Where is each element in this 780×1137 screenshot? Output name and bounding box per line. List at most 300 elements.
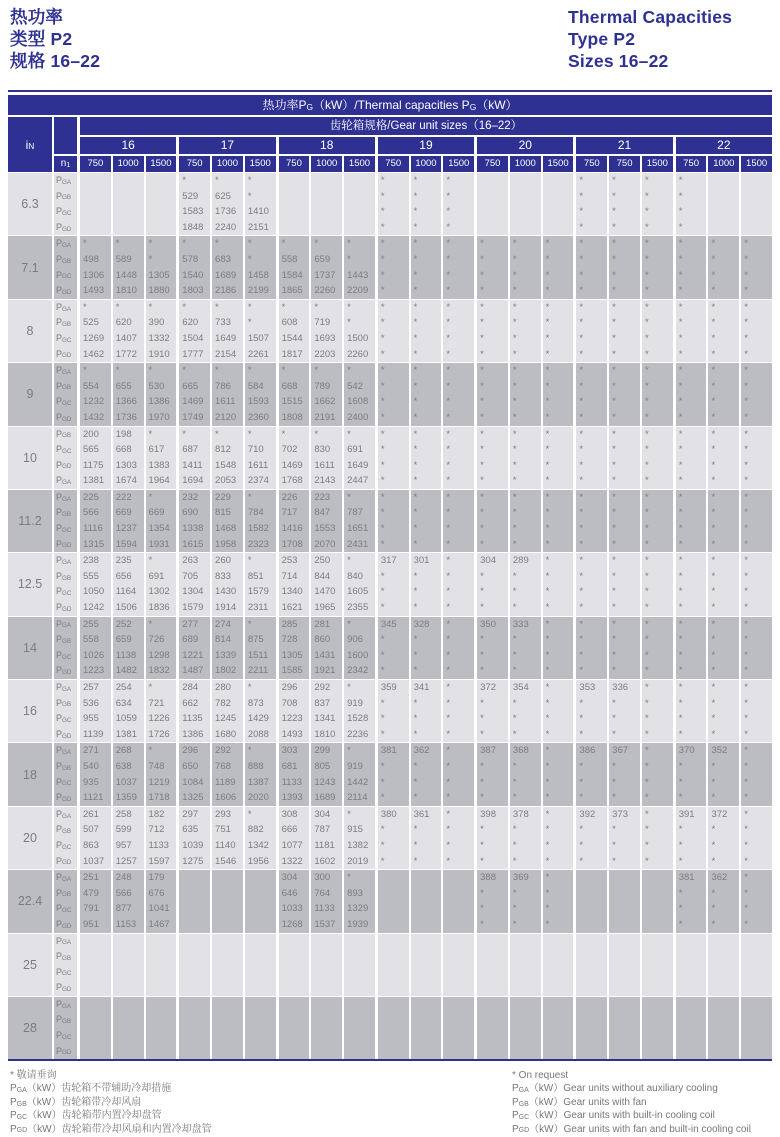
value-cell: * <box>676 854 707 870</box>
value-cell: 620 <box>179 315 210 331</box>
table-row <box>54 252 772 268</box>
value-cell: * <box>708 727 739 743</box>
value-cell: * <box>676 790 707 806</box>
value-cell: 1084 <box>179 775 210 791</box>
value-cell: 1553 <box>311 521 342 537</box>
value-cell <box>576 1012 607 1028</box>
value-cell: 683 <box>212 252 243 268</box>
value-cell <box>543 173 574 189</box>
value-cell <box>411 901 442 917</box>
value-cell: * <box>510 537 541 553</box>
value-cell: * <box>443 347 474 363</box>
value-cell <box>146 934 177 950</box>
value-cell: 1305 <box>146 268 177 284</box>
value-cell <box>378 917 409 933</box>
value-cell: * <box>609 584 640 600</box>
value-cell: 1232 <box>80 394 111 410</box>
value-cell: 1458 <box>245 268 276 284</box>
value-cell: 691 <box>146 569 177 585</box>
speed-header-16-750: 750 <box>80 156 111 172</box>
value-cell <box>477 980 508 996</box>
value-cell: 1662 <box>311 394 342 410</box>
table-row <box>54 521 772 537</box>
value-cell: * <box>576 300 607 316</box>
value-cell: * <box>378 220 409 236</box>
page-title-zh <box>10 6 100 72</box>
value-cell: 1939 <box>344 917 375 933</box>
value-cell: * <box>510 427 541 443</box>
value-cell: * <box>576 473 607 489</box>
value-cell: 1133 <box>311 901 342 917</box>
value-cell: 599 <box>113 822 144 838</box>
value-cell: * <box>708 617 739 633</box>
value-cell: 1116 <box>80 521 111 537</box>
value-cell: * <box>609 537 640 553</box>
row-label: PGA <box>54 934 77 950</box>
value-cell: * <box>477 584 508 600</box>
value-cell: * <box>741 838 772 854</box>
value-cell: 1649 <box>212 331 243 347</box>
value-cell <box>113 997 144 1013</box>
value-cell <box>179 886 210 902</box>
value-cell: * <box>741 347 772 363</box>
value-cell: 1245 <box>212 711 243 727</box>
value-cell: 263 <box>179 553 210 569</box>
value-cell: * <box>477 283 508 299</box>
value-cell: * <box>477 521 508 537</box>
value-cell <box>443 997 474 1013</box>
value-cell: 1381 <box>113 727 144 743</box>
value-cell: * <box>642 300 673 316</box>
value-cell <box>80 189 111 205</box>
value-cell: 1442 <box>344 775 375 791</box>
value-cell: 301 <box>411 553 442 569</box>
value-cell: 1606 <box>212 790 243 806</box>
value-cell: * <box>676 775 707 791</box>
value-cell: * <box>708 759 739 775</box>
value-cell: 833 <box>212 569 243 585</box>
value-cell <box>477 934 508 950</box>
value-cell: 681 <box>279 759 310 775</box>
value-cell: * <box>411 521 442 537</box>
col-header-n1: n1 <box>54 156 77 172</box>
size-header-20: 20 <box>477 137 573 154</box>
row-label: PGC <box>54 901 77 917</box>
value-cell <box>543 949 574 965</box>
value-cell: * <box>708 854 739 870</box>
value-cell: * <box>378 759 409 775</box>
thermal-capacities-table <box>8 95 772 1061</box>
value-cell: 1237 <box>113 521 144 537</box>
value-cell: 284 <box>179 680 210 696</box>
value-cell: * <box>676 252 707 268</box>
value-cell: * <box>443 189 474 205</box>
value-cell: * <box>576 204 607 220</box>
value-cell: 2114 <box>344 790 375 806</box>
value-cell: * <box>411 315 442 331</box>
value-cell: 1443 <box>344 268 375 284</box>
value-cell: * <box>676 521 707 537</box>
value-cell: * <box>676 394 707 410</box>
value-cell: 1303 <box>113 458 144 474</box>
value-cell: * <box>411 505 442 521</box>
value-cell: 1718 <box>146 790 177 806</box>
value-cell: * <box>510 283 541 299</box>
value-cell: 1736 <box>212 204 243 220</box>
ratio-value: 12.5 <box>8 553 52 615</box>
value-cell <box>113 1012 144 1028</box>
value-cell: 1817 <box>279 347 310 363</box>
value-cell: * <box>378 521 409 537</box>
value-cell: 299 <box>311 743 342 759</box>
value-cell: * <box>741 553 772 569</box>
footnote-pga-zh: PGA（kW）齿轮箱不带辅助冷却措施 <box>10 1083 172 1095</box>
value-cell <box>411 1012 442 1028</box>
value-cell <box>708 949 739 965</box>
value-cell: 1528 <box>344 711 375 727</box>
value-cell: * <box>642 790 673 806</box>
value-cell: 1544 <box>279 331 310 347</box>
value-cell <box>378 997 409 1013</box>
value-cell: 529 <box>179 189 210 205</box>
value-cell <box>80 1012 111 1028</box>
value-cell: * <box>543 347 574 363</box>
row-label: PGD <box>54 410 77 426</box>
value-cell: * <box>676 427 707 443</box>
value-cell <box>543 997 574 1013</box>
value-cell: 2070 <box>311 537 342 553</box>
value-cell: 255 <box>80 617 111 633</box>
value-cell: * <box>378 648 409 664</box>
value-cell: * <box>212 236 243 252</box>
value-cell <box>279 980 310 996</box>
value-cell: * <box>510 727 541 743</box>
speed-header-20-750: 750 <box>477 156 508 172</box>
value-cell <box>411 917 442 933</box>
value-cell: 372 <box>708 807 739 823</box>
value-cell: * <box>609 553 640 569</box>
table-row <box>54 696 772 712</box>
row-label: PGD <box>54 220 77 236</box>
value-cell: 1615 <box>179 537 210 553</box>
value-cell: * <box>378 584 409 600</box>
table-row <box>54 663 772 679</box>
value-cell <box>344 997 375 1013</box>
footnotes-zh <box>10 1070 212 1137</box>
value-cell: 791 <box>80 901 111 917</box>
value-cell: * <box>609 632 640 648</box>
footnote-star-en: * On request <box>512 1070 569 1081</box>
value-cell: * <box>609 347 640 363</box>
value-cell <box>576 949 607 965</box>
value-cell: 251 <box>80 870 111 886</box>
value-cell: 1579 <box>245 584 276 600</box>
value-cell: * <box>477 505 508 521</box>
size-header-18: 18 <box>279 137 375 154</box>
value-cell <box>642 980 673 996</box>
value-cell: 261 <box>80 807 111 823</box>
value-cell: * <box>477 727 508 743</box>
value-cell <box>609 1012 640 1028</box>
value-cell: * <box>477 600 508 616</box>
value-cell: * <box>510 331 541 347</box>
value-cell: 805 <box>311 759 342 775</box>
value-cell: * <box>411 394 442 410</box>
row-label: PGD <box>54 854 77 870</box>
value-cell: * <box>212 427 243 443</box>
table-row <box>54 553 772 569</box>
value-cell: * <box>642 711 673 727</box>
table-row <box>54 886 772 902</box>
value-cell: * <box>443 680 474 696</box>
value-cell: * <box>510 458 541 474</box>
value-cell: * <box>543 300 574 316</box>
value-cell: * <box>245 743 276 759</box>
row-label: PGC <box>54 838 77 854</box>
value-cell: 253 <box>279 553 310 569</box>
table-row <box>54 711 772 727</box>
table-caption: 热功率PG（kW）/Thermal capacities PG（kW） <box>8 95 772 115</box>
value-cell: 2311 <box>245 600 276 616</box>
value-cell: 2323 <box>245 537 276 553</box>
value-cell <box>146 1044 177 1060</box>
value-cell <box>443 870 474 886</box>
value-cell: 1223 <box>279 711 310 727</box>
block-rows <box>54 870 772 932</box>
value-cell <box>609 886 640 902</box>
value-cell <box>344 189 375 205</box>
value-cell: * <box>708 711 739 727</box>
value-cell <box>212 870 243 886</box>
value-cell: 1386 <box>146 394 177 410</box>
value-cell: 1269 <box>80 331 111 347</box>
value-cell: 1342 <box>245 838 276 854</box>
value-cell <box>311 949 342 965</box>
value-cell: 1482 <box>113 663 144 679</box>
value-cell: * <box>576 790 607 806</box>
value-cell: 388 <box>477 870 508 886</box>
value-cell: * <box>279 300 310 316</box>
value-cell <box>113 965 144 981</box>
value-cell: * <box>609 648 640 664</box>
value-cell: 669 <box>146 505 177 521</box>
value-cell: 1041 <box>146 901 177 917</box>
value-cell: * <box>443 173 474 189</box>
table-row <box>54 427 772 443</box>
value-cell <box>311 980 342 996</box>
value-cell: * <box>741 600 772 616</box>
value-cell <box>543 220 574 236</box>
value-cell: * <box>708 648 739 664</box>
value-cell: * <box>378 537 409 553</box>
value-cell: 1914 <box>212 600 243 616</box>
value-cell: * <box>245 189 276 205</box>
value-cell: * <box>676 268 707 284</box>
value-cell: 1338 <box>179 521 210 537</box>
value-cell: * <box>741 822 772 838</box>
value-cell <box>708 1012 739 1028</box>
value-cell: 656 <box>113 569 144 585</box>
value-cell: 1956 <box>245 854 276 870</box>
table-row <box>54 934 772 950</box>
value-cell <box>146 1028 177 1044</box>
value-cell: * <box>609 822 640 838</box>
value-cell: * <box>642 838 673 854</box>
value-cell: * <box>411 727 442 743</box>
value-cell: 733 <box>212 315 243 331</box>
value-cell: * <box>245 807 276 823</box>
value-cell: * <box>411 632 442 648</box>
value-cell <box>344 173 375 189</box>
table-row <box>54 980 772 996</box>
value-cell <box>443 917 474 933</box>
value-cell <box>543 204 574 220</box>
value-cell <box>245 870 276 886</box>
value-cell: 1680 <box>212 727 243 743</box>
value-cell <box>311 1044 342 1060</box>
value-cell: * <box>708 442 739 458</box>
value-cell: * <box>411 759 442 775</box>
value-cell: 2088 <box>245 727 276 743</box>
value-cell <box>311 1012 342 1028</box>
value-cell: 566 <box>113 886 144 902</box>
value-cell: * <box>510 584 541 600</box>
value-cell: 1726 <box>146 727 177 743</box>
value-cell <box>443 934 474 950</box>
value-cell <box>676 934 707 950</box>
value-cell: 1649 <box>344 458 375 474</box>
size-header-16: 16 <box>80 137 176 154</box>
value-cell <box>609 917 640 933</box>
value-cell: * <box>609 220 640 236</box>
value-cell: 1354 <box>146 521 177 537</box>
value-cell <box>113 980 144 996</box>
value-cell: 252 <box>113 617 144 633</box>
value-cell: * <box>443 458 474 474</box>
value-cell: 687 <box>179 442 210 458</box>
row-label: PGA <box>54 300 77 316</box>
row-label: PGA <box>54 807 77 823</box>
value-cell: * <box>411 173 442 189</box>
value-cell <box>477 1012 508 1028</box>
speed-header-row <box>80 156 772 172</box>
value-cell: * <box>676 838 707 854</box>
value-cell: * <box>510 268 541 284</box>
value-cell: * <box>642 173 673 189</box>
value-cell: * <box>741 505 772 521</box>
value-cell: * <box>708 680 739 696</box>
value-cell: * <box>576 711 607 727</box>
value-cell: * <box>543 584 574 600</box>
table-row <box>54 204 772 220</box>
value-cell: 1302 <box>146 584 177 600</box>
value-cell <box>443 886 474 902</box>
value-cell: * <box>378 600 409 616</box>
value-cell <box>179 870 210 886</box>
value-cell <box>443 1028 474 1044</box>
value-cell: * <box>708 521 739 537</box>
value-cell: * <box>443 394 474 410</box>
value-cell: * <box>179 236 210 252</box>
value-cell <box>609 965 640 981</box>
value-cell: 2154 <box>212 347 243 363</box>
value-cell: * <box>676 204 707 220</box>
value-cell: * <box>344 252 375 268</box>
value-cell: 222 <box>113 490 144 506</box>
value-cell <box>609 997 640 1013</box>
value-cell: * <box>609 173 640 189</box>
value-cell: 367 <box>609 743 640 759</box>
value-cell: * <box>80 300 111 316</box>
value-cell: * <box>642 363 673 379</box>
value-cell <box>510 949 541 965</box>
value-cell <box>741 189 772 205</box>
value-cell: * <box>113 236 144 252</box>
value-cell <box>510 1044 541 1060</box>
title-zh-line-1: 热功率 <box>10 7 64 27</box>
value-cell: 540 <box>80 759 111 775</box>
value-cell <box>146 949 177 965</box>
value-cell: 542 <box>344 379 375 395</box>
ratio-block-11.2 <box>8 489 772 552</box>
value-cell: * <box>676 886 707 902</box>
value-cell <box>510 189 541 205</box>
value-cell: 1306 <box>80 268 111 284</box>
value-cell: * <box>245 680 276 696</box>
table-row <box>54 838 772 854</box>
value-cell: * <box>543 315 574 331</box>
value-cell: * <box>576 617 607 633</box>
value-cell: * <box>642 458 673 474</box>
value-cell: * <box>279 236 310 252</box>
row-label: PGB <box>54 189 77 205</box>
value-cell: * <box>378 711 409 727</box>
value-cell: * <box>609 600 640 616</box>
value-cell: * <box>80 236 111 252</box>
value-cell: * <box>543 394 574 410</box>
table-row <box>54 648 772 664</box>
value-cell: * <box>378 473 409 489</box>
value-cell <box>642 1012 673 1028</box>
table-row <box>54 458 772 474</box>
value-cell: 280 <box>212 680 243 696</box>
speed-header-17-1000: 1000 <box>212 156 243 172</box>
value-cell: 354 <box>510 680 541 696</box>
speed-header-21-750: 750 <box>609 156 640 172</box>
value-cell: * <box>378 458 409 474</box>
value-cell: 530 <box>146 379 177 395</box>
value-cell: 1039 <box>179 838 210 854</box>
value-cell: * <box>477 901 508 917</box>
value-cell <box>245 901 276 917</box>
value-cell <box>741 220 772 236</box>
value-cell <box>708 965 739 981</box>
col-header-blank <box>54 117 77 154</box>
block-rows <box>54 300 772 362</box>
value-cell: 1189 <box>212 775 243 791</box>
value-cell: 768 <box>212 759 243 775</box>
speed-header-18-750: 750 <box>279 156 310 172</box>
value-cell: * <box>741 315 772 331</box>
value-cell: * <box>609 473 640 489</box>
value-cell <box>609 870 640 886</box>
value-cell <box>543 189 574 205</box>
value-cell: * <box>344 236 375 252</box>
value-cell: 1736 <box>113 410 144 426</box>
block-rows <box>54 617 772 679</box>
value-cell <box>708 220 739 236</box>
value-cell <box>609 934 640 950</box>
